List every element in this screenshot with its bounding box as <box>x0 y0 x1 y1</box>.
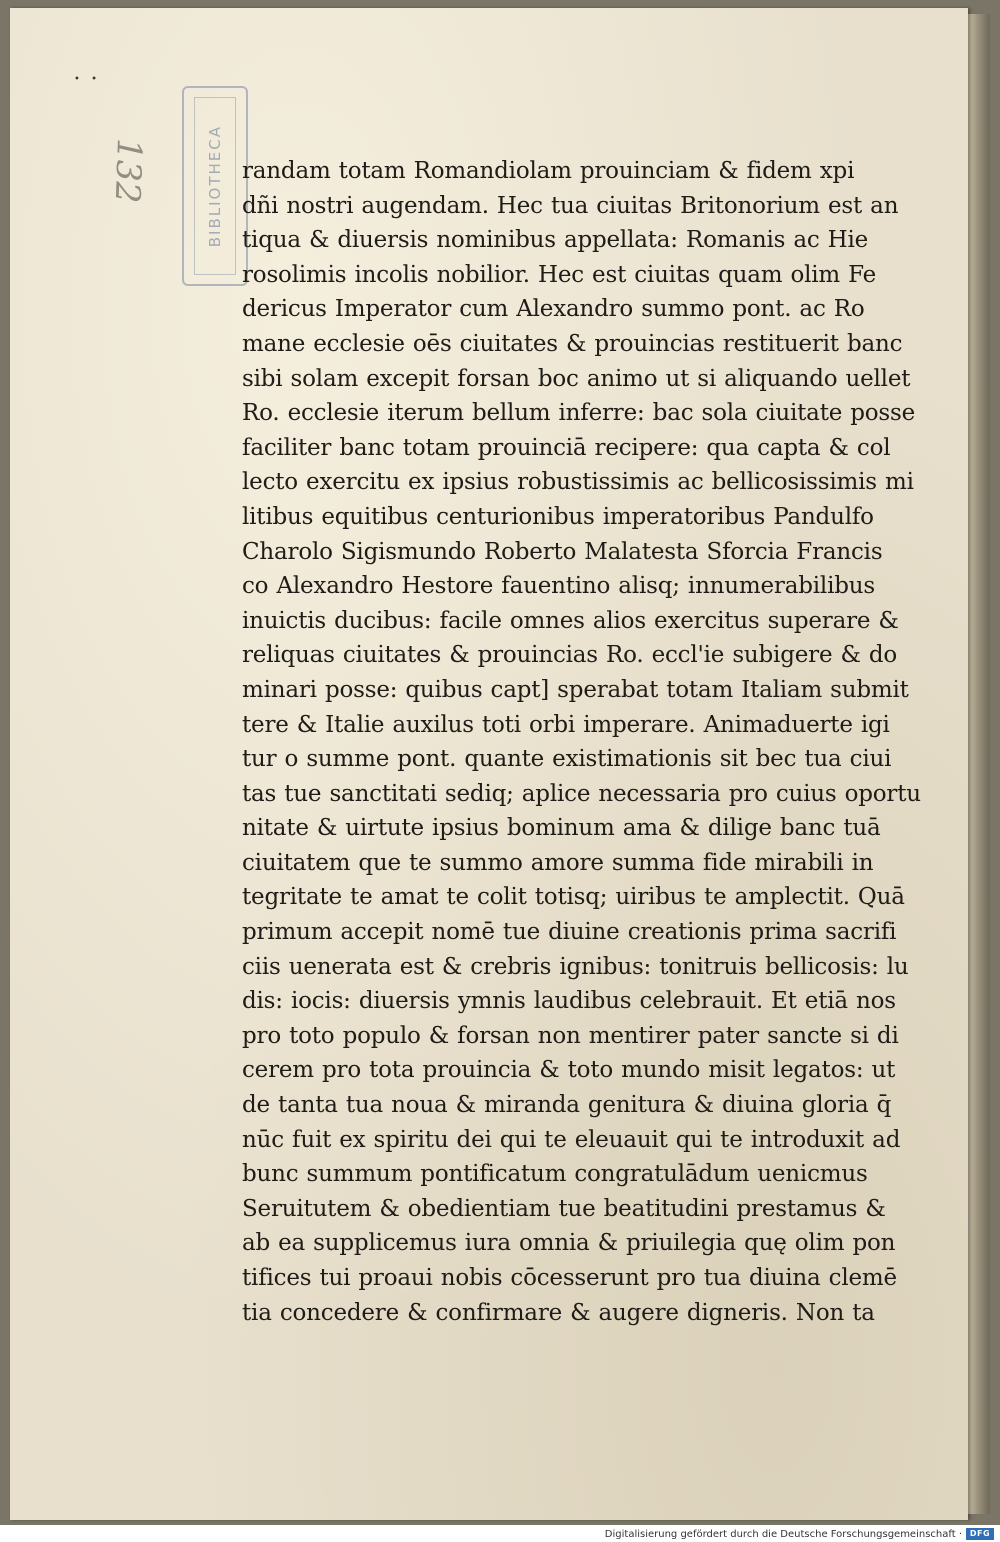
text-line: de tanta tua noua & miranda genitura & diuina gloria q̄ <box>242 1092 892 1119</box>
text-line: nūc fuit ex spiritu dei qui te eleuauit qui te introduxit ad <box>242 1126 901 1153</box>
text-line: inuictis ducibus: facile omnes alios exercitus superare & <box>242 607 899 634</box>
text-line: lecto exercitu ex ipsius robustissimis ac bellicosissimis mi <box>242 469 914 496</box>
book-page <box>10 8 968 1520</box>
text-line: Ro. ecclesie iterum bellum inferre: bac sola ciuitate posse <box>242 400 916 427</box>
text-line: ciuitatem que te summo amore summa fide mirabili in <box>242 849 874 876</box>
text-line: Charolo Sigismundo Roberto Malatesta Sforcia Francis <box>242 538 883 565</box>
text-line: tur o summe pont. quante existimationis sit bec tua ciui <box>242 746 892 773</box>
library-stamp-text: BIBLIOTHECA <box>206 124 224 248</box>
text-line: tiqua & diuersis nominibus appellata: Romanis ac Hie <box>242 227 869 254</box>
text-line: dis: iocis: diuersis ymnis laudibus celebrauit. Et etiā nos <box>242 988 896 1015</box>
text-line: dericus Imperator cum Alexandro summo pont. ac Ro <box>242 296 865 323</box>
text-line: co Alexandro Hestore fauentino alisq; innumerabilibus <box>242 573 875 600</box>
text-line: cerem pro tota prouincia & toto mundo misit legatos: ut <box>242 1057 896 1084</box>
text-line: pro toto populo & forsan non mentirer pater sancte si di <box>242 1022 899 1049</box>
text-line: Seruitutem & obedientiam tue beatitudini prestamus & <box>242 1195 886 1222</box>
text-line: randam totam Romandiolam prouinciam & fidem xpi <box>242 158 855 184</box>
text-line: dñi nostri augendam. Hec tua ciuitas Britonorium est an <box>242 192 899 219</box>
text-line: bunc summum pontificatum congratulādum uenicmus <box>242 1161 868 1188</box>
text-line: litibus equitibus centurionibus imperatoribus Pandulfo <box>242 503 874 530</box>
page-edge <box>968 14 990 1514</box>
library-stamp-frame <box>194 97 236 275</box>
shelfmark-text: 132 <box>106 137 150 204</box>
library-stamp <box>182 86 248 286</box>
text-line: rosolimis incolis nobilior. Hec est ciuitas quam olim Fe <box>242 261 877 288</box>
text-line: tere & Italie auxilus toti orbi imperare. Animaduerte igi <box>242 711 890 738</box>
text-line: minari posse: quibus capt] sperabat totam Italiam submit <box>242 676 909 703</box>
text-line: ab ea supplicemus iura omnia & priuilegia quę olim pon <box>242 1230 896 1257</box>
funding-note: Digitalisierung gefördert durch die Deutsche Forschungsgemeinschaft · <box>604 1529 962 1540</box>
dfg-logo: DFG <box>966 1528 994 1540</box>
text-line: tegritate te amat te colit totisq; uiribus te amplectit. Quā <box>242 884 905 911</box>
handwritten-shelfmark <box>88 137 168 204</box>
text-line: tia concedere & confirmare & augere digneris. Non ta <box>242 1299 875 1326</box>
text-block <box>242 154 922 1330</box>
page-specks: • • <box>74 74 101 85</box>
text-line: ciis uenerata est & crebris ignibus: tonitruis bellicosis: lu <box>242 953 909 980</box>
text-line: nitate & uirtute ipsius bominum ama & dilige banc tuā <box>242 815 881 842</box>
text-line: primum accepit nomē tue diuine creationis prima sacrifi <box>242 919 897 946</box>
text-line: faciliter banc totam prouinciā recipere: qua capta & col <box>242 434 891 461</box>
text-line: sibi solam excepit forsan boc animo ut si aliquando uellet <box>242 365 911 392</box>
text-line: tifices tui proaui nobis cōcesserunt pro tua diuina clemē <box>242 1265 897 1291</box>
text-line: reliquas ciuitates & prouincias Ro. eccl'ie subigere & do <box>242 642 898 669</box>
text-line: mane ecclesie oēs ciuitates & prouincias restituerit banc <box>242 330 903 357</box>
text-line: tas tue sanctitati sediq; aplice necessaria pro cuius oportu <box>242 780 921 807</box>
